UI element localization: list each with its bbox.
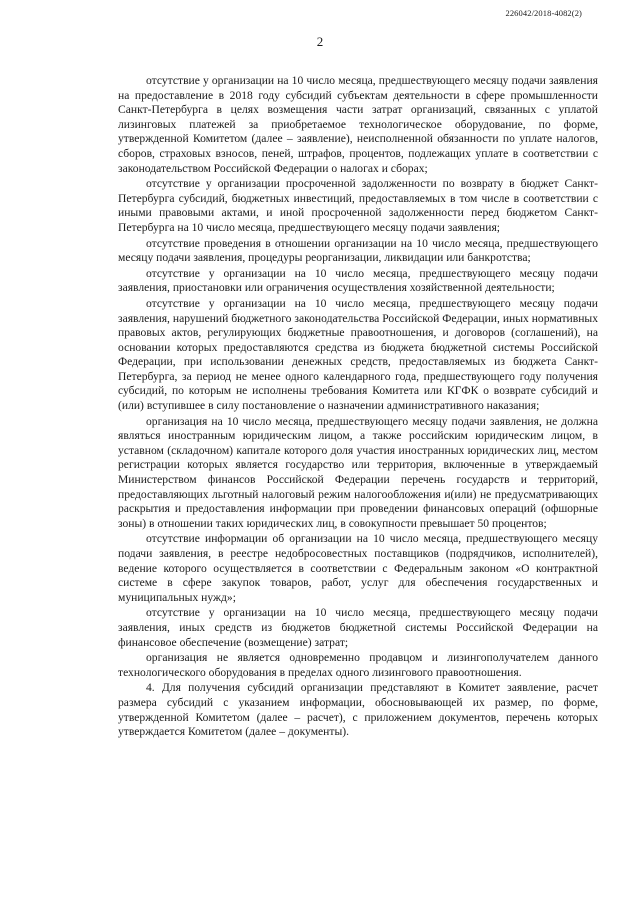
page-number: 2 xyxy=(316,34,324,49)
paragraph-reorganization: отсутствие проведения в отношении организации на 10 число месяца, предшествующего месяцу подачи заявления, процедуры реорганизации, ликвидации или банкротства; xyxy=(118,236,598,265)
paragraph-foreign-entity: организация на 10 число месяца, предшествующего месяцу подачи заявления, не должна являться иностранным юридическим лицом, а также российским юридическим лицом, в уставном (складочном) капитале которого доля участия иностранных юридических лиц, местом регистрации которых является государство или территория, включенные в утверждаемый Министерством финансов Российской Федерации перечень государств и территорий, предоставляющих льготный налоговый режим налогообложения и(или) не предусматривающих раскрытия и предоставления информации при проведении финансовых операций (офшорные зоны) в отношении таких юридических лиц, в совокупности превышает 50 процентов; xyxy=(118,414,598,530)
paragraph-seller-lessee: организация не является одновременно продавцом и лизингополучателем данного технологического оборудования в пределах одного лизингового правоотношения. xyxy=(118,651,598,679)
paragraph-other-funds: отсутствие у организации на 10 число месяца, предшествующего месяцу подачи заявления, иных средств из бюджетов бюджетной системы Российской Федерации на финансовое обеспечение (возмещение) затрат; xyxy=(118,606,598,649)
paragraph-unfair-suppliers: отсутствие информации об организации на 10 число месяца, предшествующего месяцу подачи заявления, в реестре недобросовестных поставщиков (подрядчиков, исполнителей), ведение которого осуществляется в соответствии с Федеральным законом «О контрактной системе в сфере закупок товаров, работ, услуг для обеспечения государственных и муниципальных нужд»; xyxy=(118,532,598,604)
paragraph-budget-violations: отсутствие у организации на 10 число месяца, предшествующего месяцу подачи заявления, нарушений бюджетного законодательства Российской Федерации, иных нормативных правовых актов, регулирующих бюджетные правоотношения, и договоров (соглашений), на основании которых предоставляются средства из бюджета бюджетной системы Российской Федерации, при использовании денежных средств, предоставляемых из бюджета Санкт-Петербурга, за период не менее одного календарного года, предшествующего году получения субсидий, по которым не исполнены требования Комитета или КГФК о возврате субсидий и (или) вступившее в силу постановление о назначении административного наказания; xyxy=(118,296,598,413)
document-body xyxy=(118,74,598,741)
paragraph-budget-debt: отсутствие у организации просроченной задолженности по возврату в бюджет Санкт-Петербурга субсидий, бюджетных инвестиций, предоставляемых в том числе в соответствии с иными правовыми актами, и иной просроченной задолженности перед бюджетом Санкт-Петербурга на 10 число месяца, предшествующего месяцу подачи заявления; xyxy=(118,177,598,234)
paragraph-tax-debt: отсутствие у организации на 10 число месяца, предшествующего месяцу подачи заявления на предоставление в 2018 году субсидий субъектам деятельности в сфере промышленности Санкт-Петербурга в целях возмещения части затрат организаций, связанных с уплатой лизинговых платежей за приобретаемое технологическое оборудование, по форме, утвержденной Комитетом (далее – заявление), неисполненной обязанности по уплате налогов, сборов, страховых взносов, пеней, штрафов, процентов, подлежащих уплате в соответствии с законодательством Российской Федерации о налогах и сборах; xyxy=(118,74,598,175)
document-id: 226042/2018-4082(2) xyxy=(505,8,582,18)
paragraph-suspension: отсутствие у организации на 10 число месяца, предшествующего месяцу подачи заявления, приостановки или ограничения осуществления хозяйственной деятельности; xyxy=(118,266,598,295)
paragraph-section-4: 4. Для получения субсидий организации представляют в Комитет заявление, расчет размера субсидий с указанием информации, обосновывающей их размер, по форме, утвержденной Комитетом (далее – расчет), с приложением документов, перечень которых утверждается Комитетом (далее – документы). xyxy=(118,681,598,739)
